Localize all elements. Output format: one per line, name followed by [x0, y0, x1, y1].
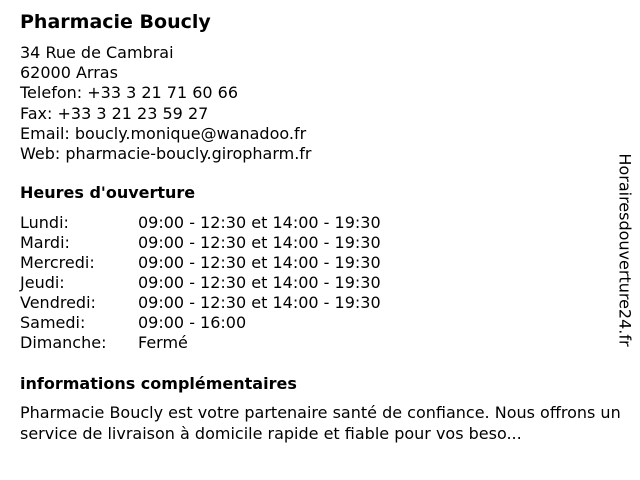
day-label: Jeudi:	[20, 273, 65, 292]
phone-number: Telefon: +33 3 21 71 60 66	[20, 83, 239, 103]
city-address: 62000 Arras	[20, 63, 118, 83]
time-range: 09:00 - 12:30 et 14:00 - 19:30	[138, 273, 381, 292]
pharmacy-title: Pharmacie Boucly	[20, 11, 211, 33]
day-label: Lundi:	[20, 213, 69, 232]
street-address: 34 Rue de Cambrai	[20, 43, 174, 62]
time-range: 09:00 - 12:30 et 14:00 - 19:30	[138, 233, 381, 252]
email-address: Email: boucly.monique@wanadoo.fr	[20, 123, 307, 143]
day-label: Samedi:	[20, 313, 86, 332]
hours-heading: Heures d'ouverture	[20, 183, 196, 202]
site-watermark-label: Horairesdouverture24.fr	[615, 153, 635, 347]
time-range: 09:00 - 16:00	[138, 313, 247, 332]
website: Web: pharmacie-boucly.giropharm.fr	[20, 143, 312, 163]
contact-block	[20, 43, 312, 164]
day-label: Vendredi:	[20, 293, 96, 312]
time-range: 09:00 - 12:30 et 14:00 - 19:30	[138, 253, 381, 272]
time-range: Fermé	[138, 333, 188, 352]
time-range: 09:00 - 12:30 et 14:00 - 19:30	[138, 213, 381, 232]
fax-number: Fax: +33 3 21 23 59 27	[20, 103, 209, 123]
day-label: Dimanche:	[20, 333, 107, 352]
day-label: Mardi:	[20, 233, 70, 252]
time-range: 09:00 - 12:30 et 14:00 - 19:30	[138, 293, 381, 312]
info-heading: informations complémentaires	[20, 374, 297, 393]
description-text: Pharmacie Boucly est votre partenaire santé de confiance. Nous offrons un service de livraison à domicile rapide et fiable pour vos beso...	[20, 403, 621, 443]
day-label: Mercredi:	[20, 253, 95, 272]
